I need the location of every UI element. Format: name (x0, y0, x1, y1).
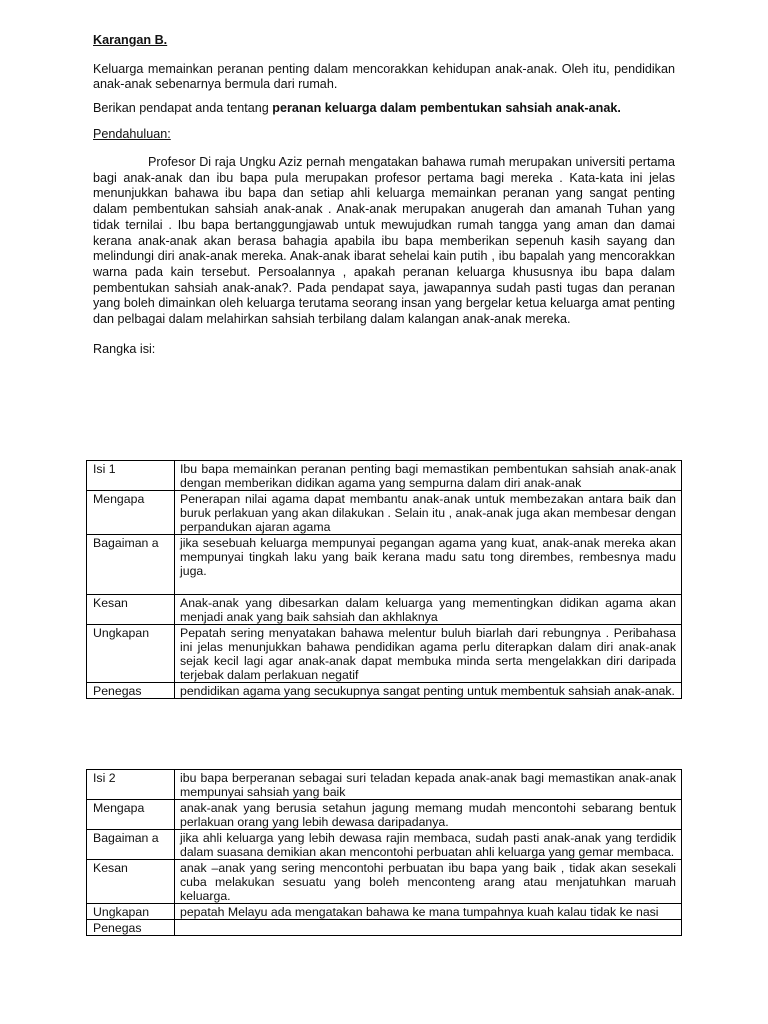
table-row (87, 595, 682, 625)
rangka-heading: Rangka isi: (93, 341, 156, 356)
rangka-table-2 (86, 769, 682, 936)
row-label: Penegas (87, 920, 175, 936)
row-label: Mengapa (87, 491, 175, 535)
row-text: Ibu bapa memainkan peranan penting bagi memastikan pembentukan sahsiah anak-anak dengan memberikan didikan agama yang sempurna dalam diri anak-anak (175, 461, 682, 491)
row-text: Penerapan nilai agama dapat membantu anak-anak untuk membezakan antara baik dan buruk perlakuan yang akan dilakukan . Selain itu , anak-anak juga akan membesar dengan perpandukan ajaran agama (175, 491, 682, 535)
row-text: anak-anak yang berusia setahun jagung memang mudah mencontohi sebarang bentuk perlakuan orang yang lebih dewasa daripadanya. (175, 800, 682, 830)
row-label: Isi 1 (87, 461, 175, 491)
row-text: ibu bapa berperanan sebagai suri teladan kepada anak-anak bagi memastikan anak-anak mempunyai sahsiah yang baik (175, 770, 682, 800)
row-label: Mengapa (87, 800, 175, 830)
row-label: Ungkapan (87, 904, 175, 920)
row-text (175, 920, 682, 936)
rangka-table-1 (86, 460, 682, 699)
document-page (93, 33, 675, 368)
row-label: Kesan (87, 860, 175, 904)
table-row (87, 920, 682, 936)
table-row (87, 830, 682, 860)
question-prefix: Berikan pendapat anda tentang (93, 101, 273, 115)
row-text: pepatah Melayu ada mengatakan bahawa ke mana tumpahnya kuah kalau tidak ke nasi (175, 904, 682, 920)
table-row (87, 904, 682, 920)
table-row (87, 800, 682, 830)
row-text: Pepatah sering menyatakan bahawa melentur buluh biarlah dari rebungnya . Peribahasa ini jelas menunjukkan bahawa pendidikan agama perlu diterapkan dalam diri anak-anak sejak kecil lagi agar anak-anak dapat membuka minda serta mengelakkan diri daripada terjebak dalam perlakuan negatif (175, 625, 682, 683)
row-label: Bagaiman a (87, 535, 175, 595)
row-text: jika ahli keluarga yang lebih dewasa rajin membaca, sudah pasti anak-anak yang terdidik dalam suasana demikian akan mencontohi perbuatan ahli keluarga yang gemar membaca. (175, 830, 682, 860)
row-text: anak –anak yang sering mencontohi perbuatan ibu bapa yang baik , tidak akan sesekali cuba melakukan sesuatu yang boleh menconteng arang atau menjatuhkan maruah keluarga. (175, 860, 682, 904)
table-row (87, 770, 682, 800)
table-row (87, 683, 682, 699)
row-label: Isi 2 (87, 770, 175, 800)
row-label: Penegas (87, 683, 175, 699)
table-row (87, 625, 682, 683)
intro-paragraph: Keluarga memainkan peranan penting dalam mencorakkan kehidupan anak-anak. Oleh itu, pendidikan anak-anak sebenarnya bermula dari rumah. (93, 62, 675, 91)
pendahuluan-paragraph: Profesor Di raja Ungku Aziz pernah mengatakan bahawa rumah merupakan universiti pertama bagi anak-anak dan ibu bapa pula merupakan profesor pertama bagi mereka . Kata-kata ini jelas menunjukkan bahawa ibu bapa dan setiap ahli keluarga memainkan peranan yang sangat penting dalam pembentukan sahsiah anak-anak . Anak-anak merupakan anugerah dan amanah Tuhan yang tidak ternilai . Ibu bapa bertanggungjawab untuk mewujudkan rumah tangga yang aman dan damai kerana anak-anak akan berasa bahagia apabila ibu bapa memberikan sepenuh kasih sayang dan melindungi diri anak-anak mereka. Anak-anak ibarat sehelai kain putih , ibu bapalah yang mencorakkan warna pada kain tersebut. Persoalannya , apakah peranan keluarga khususnya ibu bapa dalam pembentukan sahsiah anak-anak?. Pada pendapat saya, jawapannya sudah pasti tugas dan peranan yang boleh dimainkan oleh keluarga terutama seorang insan yang bergelar ketua keluarga amat penting dan pelbagai dalam melahirkan sahsiah terbilang dalam kalangan anak-anak mereka. (93, 155, 675, 327)
pendahuluan-heading: Pendahuluan: (93, 127, 171, 141)
row-label: Bagaiman a (87, 830, 175, 860)
table-row (87, 461, 682, 491)
row-text: pendidikan agama yang secukupnya sangat penting untuk membentuk sahsiah anak-anak. (175, 683, 682, 699)
table-row (87, 491, 682, 535)
question-topic: peranan keluarga dalam pembentukan sahsiah anak-anak. (272, 101, 621, 115)
row-text: Anak-anak yang dibesarkan dalam keluarga yang mementingkan didikan agama akan menjadi anak yang baik sahsiah dan akhlaknya (175, 595, 682, 625)
question-paragraph (93, 101, 675, 116)
row-label: Kesan (87, 595, 175, 625)
table-row (87, 860, 682, 904)
table-row (87, 535, 682, 595)
row-label: Ungkapan (87, 625, 175, 683)
document-title: Karangan B. (93, 33, 168, 47)
row-text: jika sesebuah keluarga mempunyai pegangan agama yang kuat, anak-anak mereka akan mempunyai tingkah laku yang baik kerana madu satu tong dirembes, rembesnya madu juga. (175, 535, 682, 595)
